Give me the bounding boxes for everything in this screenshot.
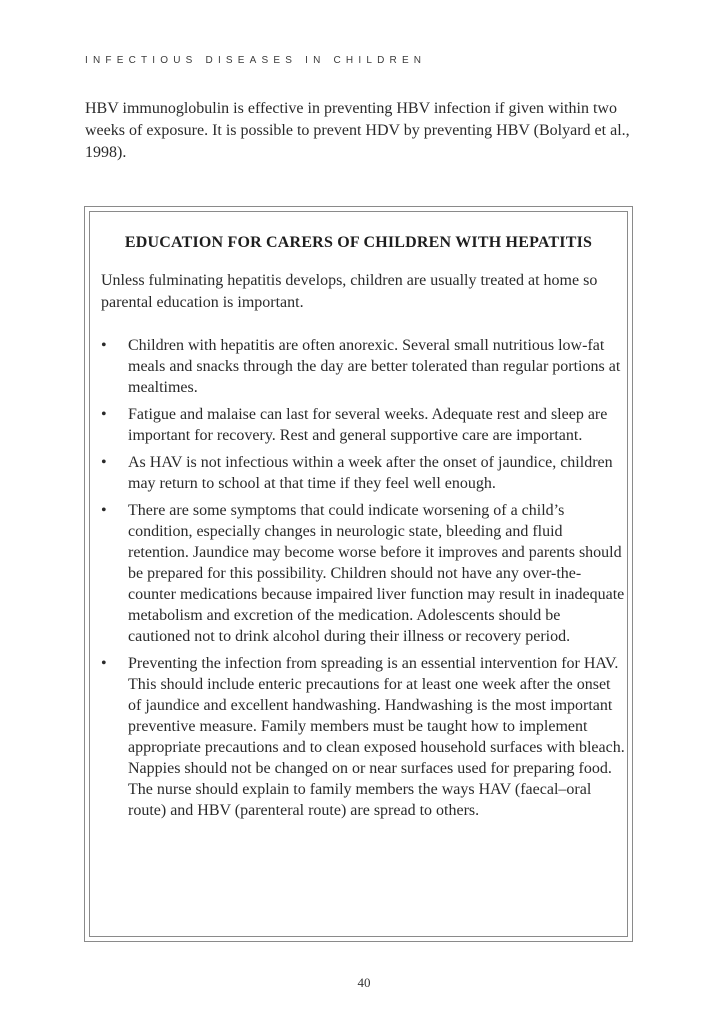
- running-header: INFECTIOUS DISEASES IN CHILDREN: [85, 55, 427, 66]
- list-item: [101, 335, 625, 398]
- page-number: 40: [357, 975, 371, 990]
- box-title: EDUCATION FOR CARERS OF CHILDREN WITH HEPATITIS: [124, 234, 593, 251]
- box-lead-paragraph: Unless fulminating hepatitis develops, children are usually treated at home so parental education is important.: [101, 272, 598, 311]
- bullet-icon: •: [101, 502, 107, 519]
- bullet-icon: •: [101, 337, 107, 354]
- bullet-icon: •: [101, 655, 107, 672]
- bullet-text: There are some symptoms that could indicate worsening of a child’s condition, especially changes in neurologic state, bleeding and fluid retention. Jaundice may become worse before it improves and parents should be prepared for this possibility. Children should not have any over-the-counter medications because impaired liver function may result in inadequate metabolism and excretion of the medication. Adolescents should be cautioned not to drink alcohol during their illness or recovery period.: [128, 502, 625, 645]
- list-item: [101, 653, 625, 821]
- education-box: [84, 206, 633, 942]
- list-item: [101, 404, 625, 446]
- bullet-icon: •: [101, 454, 107, 471]
- list-item: [101, 500, 625, 647]
- bullet-text: Children with hepatitis are often anorexic. Several small nutritious low-fat meals and snacks through the day are better tolerated than regular portions at mealtimes.: [128, 337, 621, 396]
- bullet-text: Preventing the infection from spreading is an essential intervention for HAV. This should include enteric precautions for at least one week after the onset of jaundice and excellent handwashing. Handwashing is the most important preventive measure. Family members must be taught how to implement appropriate precautions and to clean exposed household surfaces with bleach. Nappies should not be changed on or near surfaces used for preparing food. The nurse should explain to family members the ways HAV (faecal–oral route) and HBV (parenteral route) are spread to others.: [128, 655, 625, 819]
- bullet-icon: •: [101, 406, 107, 423]
- bullet-text: As HAV is not infectious within a week after the onset of jaundice, children may return to school at that time if they feel well enough.: [128, 454, 613, 492]
- list-item: [101, 452, 625, 494]
- education-box-inner-frame: [89, 211, 628, 937]
- education-bullet-list: [101, 335, 625, 827]
- bullet-text: Fatigue and malaise can last for several weeks. Adequate rest and sleep are important for recovery. Rest and general supportive care are important.: [128, 406, 608, 444]
- intro-paragraph: HBV immunoglobulin is effective in preventing HBV infection if given within two weeks of exposure. It is possible to prevent HDV by preventing HBV (Bolyard et al., 1998).: [85, 100, 630, 161]
